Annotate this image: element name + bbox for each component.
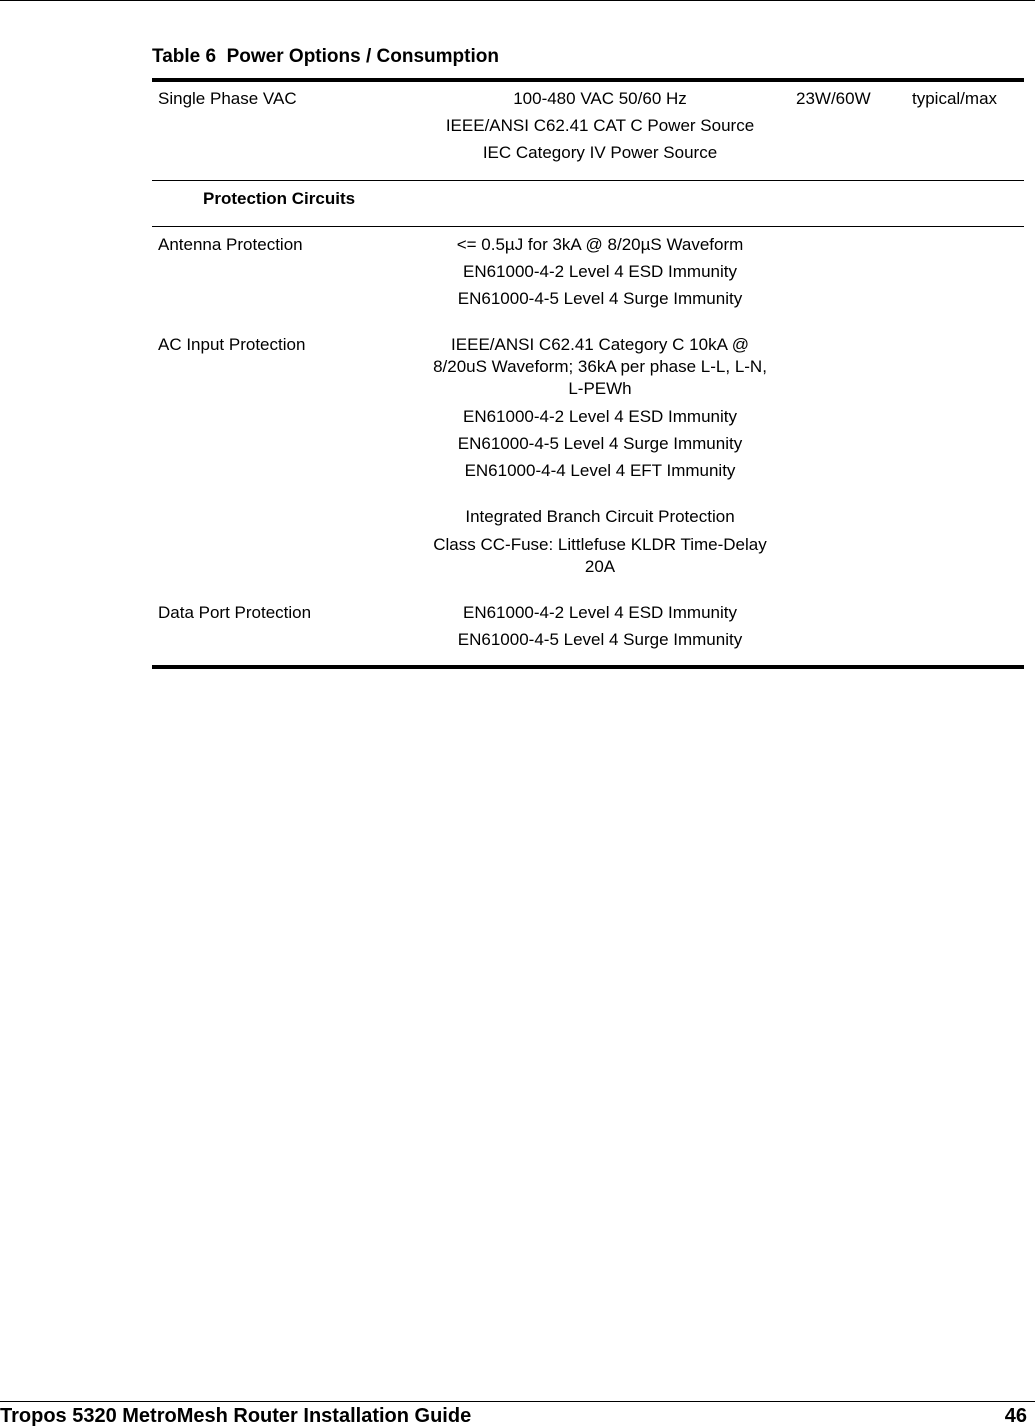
single-phase-spec-2: IEEE/ANSI C62.41 CAT C Power Source (445, 116, 755, 135)
row-divider (152, 180, 1024, 181)
data-port-spec-1: EN61000-4-2 Level 4 ESD Immunity (462, 603, 738, 622)
ac-input-spec-5: Integrated Branch Circuit Protection (465, 507, 735, 526)
footer-rule (0, 1401, 1035, 1402)
data-port-protection-label: Data Port Protection (158, 603, 312, 622)
table-top-rule (152, 78, 1024, 82)
single-phase-power: 23W/60W (796, 89, 871, 108)
ac-input-spec-6: Class CC-Fuse: Littlefuse KLDR Time-Delay 20A (433, 535, 767, 576)
ac-input-spec-2: EN61000-4-2 Level 4 ESD Immunity (462, 407, 738, 426)
section-heading-protection-circuits: Protection Circuits (203, 189, 356, 208)
antenna-spec-1: <= 0.5µJ for 3kA @ 8/20µS Waveform (456, 235, 744, 254)
table-caption: Table 6 Power Options / Consumption (152, 46, 499, 67)
page-number: 46 (1004, 1405, 1027, 1427)
ac-input-spec-4: EN61000-4-4 Level 4 EFT Immunity (464, 461, 736, 480)
single-phase-spec-1: 100-480 VAC 50/60 Hz (513, 89, 687, 108)
ac-input-spec-3: EN61000-4-5 Level 4 Surge Immunity (457, 434, 743, 453)
ac-input-protection-label: AC Input Protection (158, 335, 306, 354)
ac-input-spec-1: IEEE/ANSI C62.41 Category C 10kA @ 8/20uS Waveform; 36kA per phase L-L, L-N, L-PEWh (433, 335, 767, 398)
table-bottom-rule (152, 665, 1024, 669)
page-top-rule (0, 0, 1035, 1)
section-divider (152, 226, 1024, 227)
antenna-protection-label: Antenna Protection (158, 235, 303, 254)
antenna-spec-3: EN61000-4-5 Level 4 Surge Immunity (457, 289, 743, 308)
single-phase-label: Single Phase VAC (158, 89, 297, 108)
single-phase-spec-3: IEC Category IV Power Source (482, 143, 718, 162)
antenna-spec-2: EN61000-4-2 Level 4 ESD Immunity (462, 262, 738, 281)
single-phase-note: typical/max (912, 89, 998, 108)
footer-title: Tropos 5320 MetroMesh Router Installation Guide (0, 1405, 472, 1427)
data-port-spec-2: EN61000-4-5 Level 4 Surge Immunity (457, 630, 743, 649)
